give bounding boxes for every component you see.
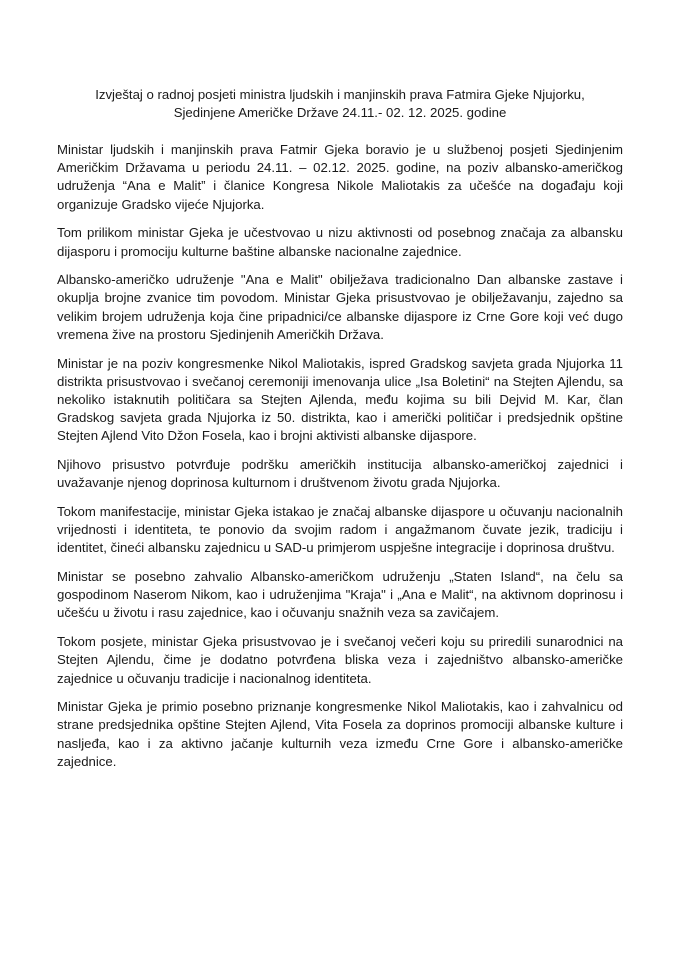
- title-line-2: Sjedinjene Američke Države 24.11.- 02. 12. 2025. godine: [173, 105, 507, 120]
- paragraph-manifestation: Tokom manifestacije, ministar Gjeka istakao je značaj albanske dijaspore u očuvanju nacionalnih vrijednosti i identiteta, te ponovio da svojim radom i angažmanom čuvate jezik, tradiciju i identitet, čineći albansku zajednicu u SAD-u primjerom uspješne integracije i doprinosa društvu.: [57, 503, 623, 556]
- paragraph-institutional-support: Njihovo prisustvo potvrđuje podršku američkih institucija albansko-američkoj zajednici i uvažavanje njenog doprinosa kulturnom i društvenom životu grada Njujorka.: [57, 457, 623, 491]
- paragraph-flag-day: Albansko-američko udruženje "Ana e Malit" obilježava tradicionalno Dan albanske zastave i okuplja brojne zvanice tim povodom. Ministar Gjeka prisustvovao je obilježavanju, zajedno sa velikim brojem udruženja koja čine pripadnici/ce albanske dijaspore iz Crne Gore koji već dugo vremena žive na prostoru Sjedinjenih Američkih Država.: [57, 272, 623, 342]
- paragraph-thanks: Ministar se posebno zahvalio Albansko-američkom udruženju „Staten Island“, na čelu sa gospodinom Naserom Nikom, kao i udruženjima "Kraja" i „Ana e Malit“, na aktivnom doprinosu i učešću u životu i rasu zajednice, kao i očuvanju snažnih veza sa zavičajem.: [57, 569, 623, 621]
- paragraph-recognition: Ministar Gjeka je primio posebno priznanje kongresmenke Nikol Maliotakis, kao i zahvalnicu od strane predsjednika opštine Stejten Ajlend, Vita Fosela za doprinos promociji albanske kulture i nasljeđa, kao i za aktivno jačanje kulturnih veza između Crne Gore i albansko-američke zajednice.: [57, 699, 623, 769]
- document-title: [57, 86, 623, 122]
- paragraph-dinner: Tokom posjete, ministar Gjeka prisustvovao je i svečanoj večeri koju su priredili sunarodnici na Stejten Ajlendu, čime je dodatno potvrđena bliska veza i zajedništvo albansko-američke zajednice u očuvanju tradicije i nacionalnog identiteta.: [57, 634, 623, 686]
- title-line-1: Izvještaj o radnoj posjeti ministra ljudskih i manjinskih prava Fatmira Gjeke Njujorku,: [95, 87, 585, 102]
- document-page: [57, 86, 623, 782]
- paragraph-street-naming: Ministar je na poziv kongresmenke Nikol Maliotakis, ispred Gradskog savjeta grada Njujorka 11 distrikta prisustvovao i svečanoj ceremoniji imenovanja ulice „Isa Boletini“ na Stejten Ajlendu, sa nekoliko istaknutih političara sa Stejten Ajlenda, među kojima su bili Dejvid M. Kar, član Gradskog savjeta grada Njujorka iz 50. distrikta, kao i američki političar i predsjednik opštine Stejten Ajlend Vito Džon Fosela, kao i brojni aktivisti albanske dijaspore.: [57, 355, 623, 444]
- paragraph-activities: Tom prilikom ministar Gjeka je učestvovao u nizu aktivnosti od posebnog značaja za albansku dijasporu i promociju kulturne baštine albanske nacionalne zajednice.: [57, 225, 623, 259]
- paragraph-visit-overview: Ministar ljudskih i manjinskih prava Fatmir Gjeka boravio je u službenoj posjeti Sjedinjenim Američkim Državama u periodu 24.11. – 02.12. 2025. godine, na poziv albansko-američkog udruženja “Ana e Malit” i članice Kongresa Nikole Maliotakis za učešće na događaju koji organizuje Gradsko vijeće Njujorka.: [57, 142, 623, 212]
